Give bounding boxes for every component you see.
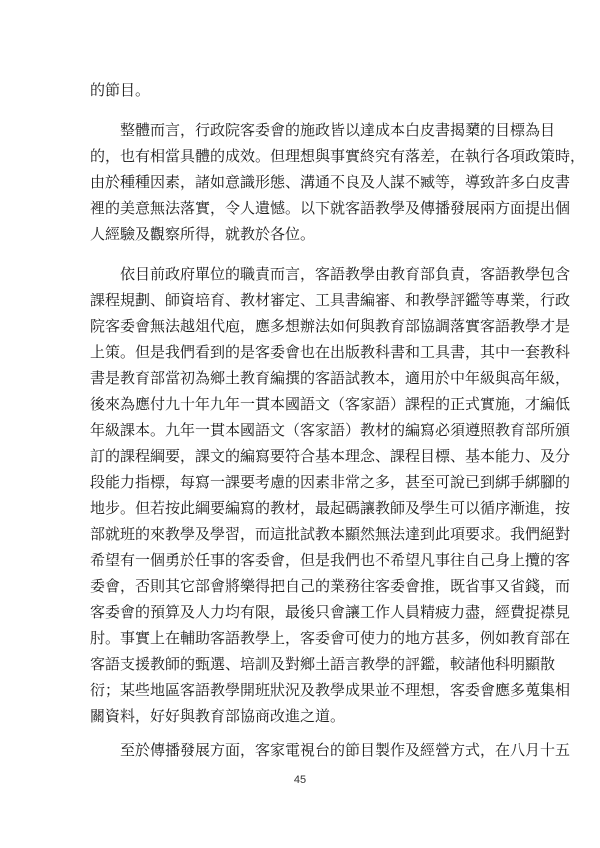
paragraph-3-line-10: 地步。但若按此綱要編寫的教材，最起碼讓教師及學生可以循序漸進，按 xyxy=(90,499,571,517)
paragraph-3-line-5: 書是教育部當初為鄉土教育編撰的客語試教本，適用於中年級與高年級， xyxy=(90,369,571,387)
paragraph-3-line-8: 訂的課程綱要，課文的編寫要符合基本理念、課程目標、基本能力、及分 xyxy=(90,447,571,465)
paragraph-3-line-1: 依目前政府單位的職責而言，客語教學由教育部負責，客語教學包含 xyxy=(120,265,571,283)
paragraph-3-line-16: 客語支援教師的甄選、培訓及對鄉土語言教學的評鑑，較諸他科明顯散 xyxy=(90,655,556,673)
page-number: 45 xyxy=(293,774,307,786)
paragraph-3-line-4: 上策。但是我們看到的是客委會也在出版教科書和工具書，其中一套教科 xyxy=(90,343,571,361)
paragraph-2-line-3: 由於種種因素，諸如意識形態、溝通不良及人謀不臧等，導致許多白皮書 xyxy=(90,173,571,191)
paragraph-3-line-12: 希望有一個勇於任事的客委會，但是我們也不希望凡事往自己身上攬的客 xyxy=(90,551,571,569)
paragraph-2-line-4: 裡的美意無法落實，令人遺憾。以下就客語教學及傳播發展兩方面提出個 xyxy=(90,199,571,217)
paragraph-3-line-17: 衍；某些地區客語教學開班狀況及教學成果並不理想，客委會應多蒐集相 xyxy=(90,681,571,699)
paragraph-3-line-6: 後來為應付九十年九年一貫本國語文（客家語）課程的正式實施，才編低 xyxy=(90,395,571,413)
paragraph-3-line-14: 客委會的預算及人力均有限，最後只會讓工作人員精疲力盡，經費捉襟見 xyxy=(90,603,571,621)
paragraph-2-line-5: 人經驗及觀察所得，就教於各位。 xyxy=(90,225,316,243)
paragraph-3-line-2: 課程規劃、師資培育、教材審定、工具書編審、和教學評鑑等專業，行政 xyxy=(90,291,571,309)
paragraph-3-line-13: 委會，否則其它部會將樂得把自己的業務往客委會推，既省事又省錢，而 xyxy=(90,577,571,595)
paragraph-2-line-2: 的，也有相當具體的成效。但理想與事實終究有落差，在執行各項政策時， xyxy=(90,147,586,165)
paragraph-3-line-9: 段能力指標，每寫一課要考慮的因素非常之多，甚至可說已到綁手綁腳的 xyxy=(90,473,571,491)
paragraph-4-line-1: 至於傳播發展方面，客家電視台的節目製作及經營方式，在八月十五 xyxy=(120,741,571,759)
paragraph-3-line-3: 院客委會無法越俎代庖，應多想辦法如何與教育部協調落實客語教學才是 xyxy=(90,317,571,335)
paragraph-3-line-15: 肘。事實上在輔助客語教學上，客委會可使力的地方甚多，例如教育部在 xyxy=(90,629,571,647)
paragraph-3-line-11: 部就班的來教學及學習，而這批試教本顯然無法達到此項要求。我們絕對 xyxy=(90,525,571,543)
paragraph-1-line-1: 的節目。 xyxy=(90,81,151,99)
paragraph-3-line-7: 年級課本。九年一貫本國語文（客家語）教材的編寫必須遵照教育部所頒 xyxy=(90,421,571,439)
paragraph-3-line-18: 關資料，好好與教育部協商改進之道。 xyxy=(90,707,346,725)
paragraph-2-line-1: 整體而言，行政院客委會的施政皆以達成本白皮書揭櫫的目標為目 xyxy=(120,121,556,139)
